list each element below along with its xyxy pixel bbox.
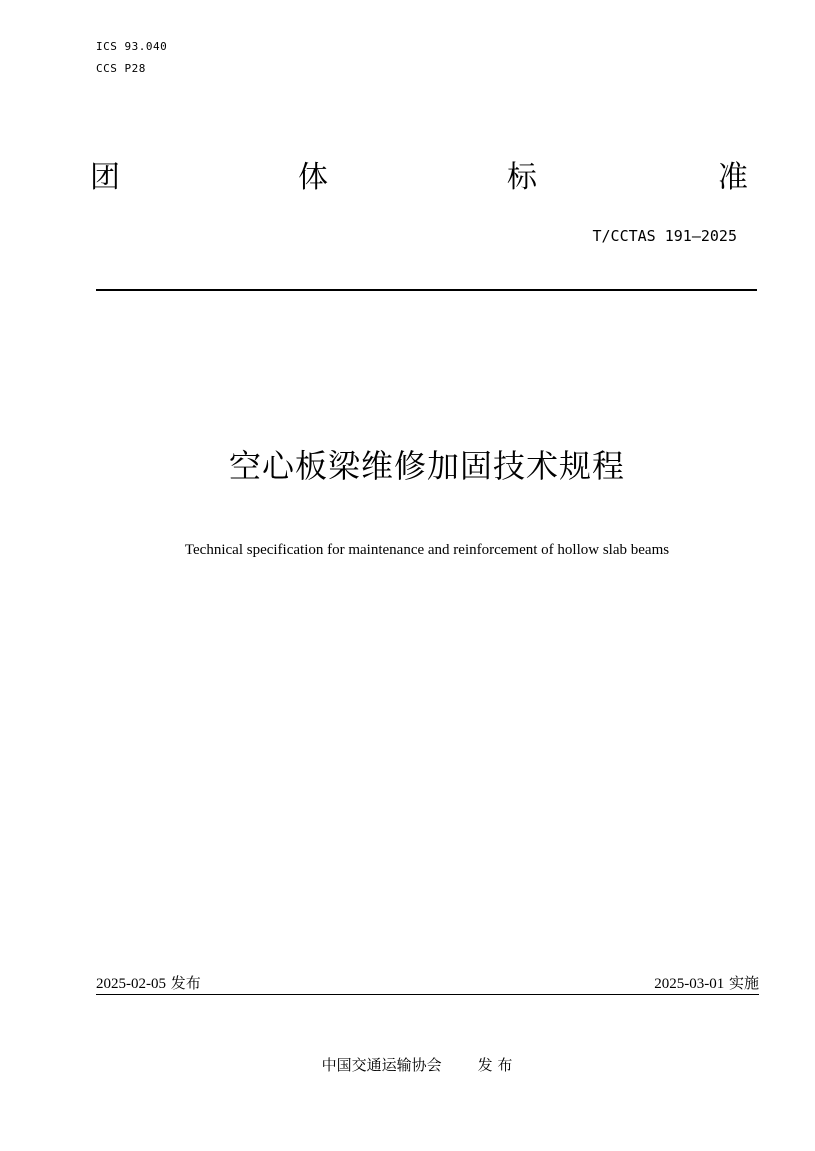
standard-type-char: 准 [718, 160, 748, 195]
issue-label: 发布 [170, 974, 201, 992]
implement-date-line [654, 973, 759, 994]
standard-type-char: 体 [298, 160, 328, 195]
standard-type-char: 团 [90, 160, 120, 195]
issue-date: 2025-02-05 [96, 976, 166, 992]
issue-date-line [96, 973, 201, 994]
standard-type-char: 标 [507, 160, 537, 195]
ccs-code: CCS P28 [96, 62, 146, 75]
standard-code: T/CCTAS 191—2025 [592, 227, 737, 245]
ics-code: ICS 93.040 [96, 40, 168, 53]
header-divider [96, 289, 757, 291]
implement-date: 2025-03-01 [654, 976, 725, 992]
publisher-name: 中国交通运输协会 [321, 1056, 442, 1074]
document-title-cn: 空心板梁维修加固技术规程 [228, 447, 625, 485]
implement-label: 实施 [728, 974, 759, 992]
publish-action: 发 布 [477, 1056, 513, 1074]
publisher-line [0, 1055, 815, 1075]
document-title-en: Technical specification for maintenance and reinforcement of hollow slab beams [184, 542, 670, 558]
footer-divider [96, 994, 759, 995]
